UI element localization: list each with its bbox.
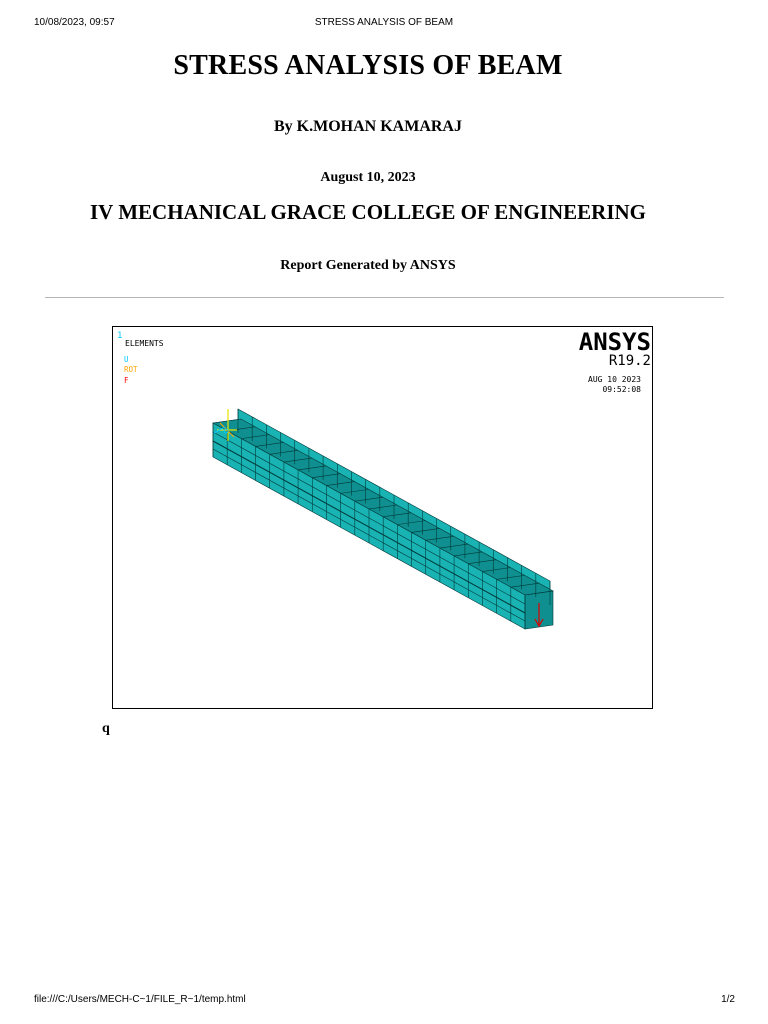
print-file-path: file:///C:/Users/MECH-C~1/FILE_R~1/temp.html bbox=[34, 994, 246, 1005]
print-page-number: 1/2 bbox=[721, 994, 735, 1005]
report-title: STRESS ANALYSIS OF BEAM bbox=[173, 50, 563, 81]
report-institution: IV MECHANICAL GRACE COLLEGE OF ENGINEERING bbox=[90, 200, 646, 224]
mesh-line bbox=[213, 449, 525, 621]
horizontal-divider bbox=[45, 297, 724, 298]
window-number: 1 bbox=[117, 331, 123, 341]
figure-caption: q bbox=[102, 721, 110, 736]
ansys-element-plot bbox=[112, 326, 653, 709]
ansys-logo: ANSYS bbox=[578, 328, 651, 356]
report-date: August 10, 2023 bbox=[320, 170, 416, 185]
plot-type-label: ELEMENTS bbox=[125, 339, 164, 348]
legend-u: U bbox=[124, 355, 129, 364]
mesh-line bbox=[213, 441, 525, 613]
print-page-title: STRESS ANALYSIS OF BEAM bbox=[314, 17, 454, 28]
print-timestamp: 10/08/2023, 09:57 bbox=[34, 17, 115, 28]
plot-time: 09:52:08 bbox=[602, 385, 641, 394]
ansys-release: R19.2 bbox=[608, 353, 651, 369]
report-generated-by: Report Generated by ANSYS bbox=[280, 258, 456, 273]
legend-f: F bbox=[124, 376, 129, 385]
plot-date: AUG 10 2023 bbox=[588, 375, 641, 384]
mesh-line bbox=[213, 432, 525, 604]
beam-model bbox=[213, 409, 553, 629]
report-author: By K.MOHAN KAMARAJ bbox=[274, 118, 462, 135]
legend-rot: ROT bbox=[124, 365, 138, 374]
